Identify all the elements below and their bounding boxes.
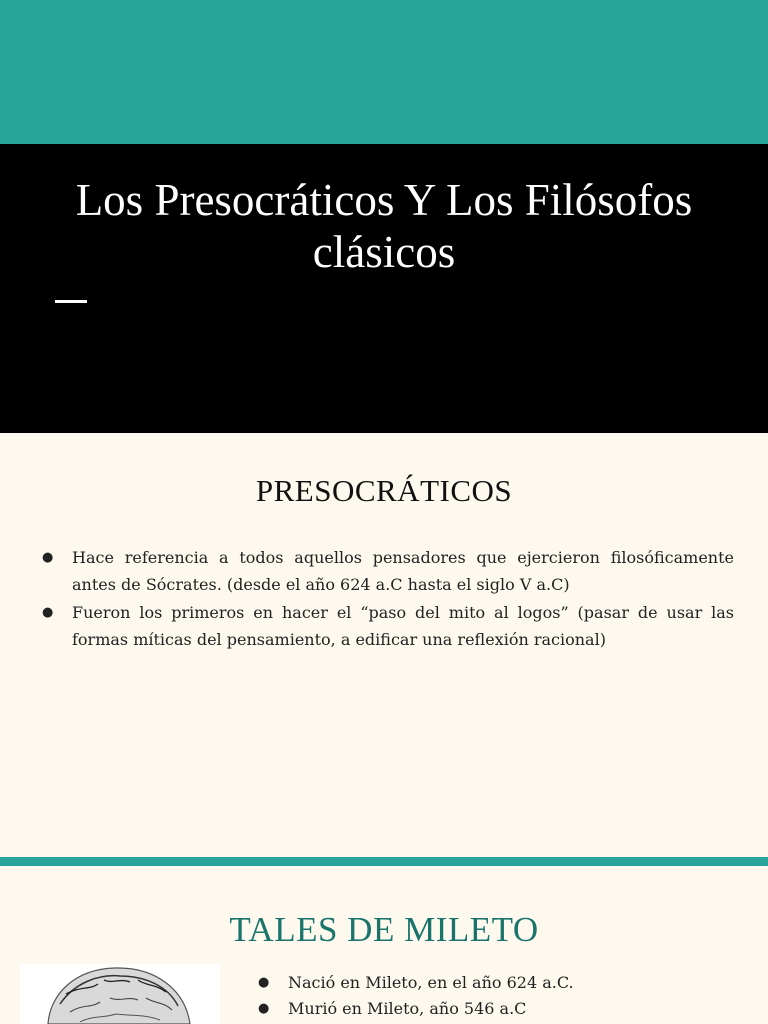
- bullet-icon: ●: [258, 1001, 270, 1016]
- bullet-text: Fueron los primeros en hacer el “paso del mito al logos” (pasar de usar las formas míticas del pensamiento, a edificar una reflexión racional): [72, 603, 734, 649]
- slide-title: Los Presocráticos Y Los Filósofos clásicos: [75, 175, 693, 277]
- top-teal-band: [0, 0, 768, 144]
- presocraticos-slide: [0, 433, 768, 857]
- title-underline-dash: [55, 300, 87, 303]
- portrait-bust-drawing: [20, 964, 220, 1024]
- bullet-icon: ●: [258, 975, 270, 990]
- presocraticos-bullet-list: [40, 545, 734, 655]
- bullet-text: Murió en Mileto, año 546 a.C: [288, 999, 527, 1018]
- tales-slide: [0, 866, 768, 1024]
- list-item: [40, 600, 734, 653]
- tales-portrait-image: [20, 964, 220, 1024]
- slide-divider: [0, 857, 768, 866]
- bullet-text: Hace referencia a todos aquellos pensadores que ejercieron filosóficamente antes de Sócrates. (desde el año 624 a.C hasta el siglo V a.C): [72, 548, 734, 594]
- bullet-text: Nació en Mileto, en el año 624 a.C.: [288, 973, 574, 992]
- bullet-icon: ●: [42, 605, 54, 620]
- presocraticos-heading: PRESOCRÁTICOS: [255, 473, 513, 508]
- title-slide: [0, 144, 768, 433]
- list-item: [256, 996, 736, 1022]
- tales-heading: TALES DE MILETO: [229, 910, 539, 949]
- list-item: [256, 970, 736, 996]
- tales-bullet-list: [256, 970, 736, 1022]
- list-item: [40, 545, 734, 598]
- bullet-icon: ●: [42, 550, 54, 565]
